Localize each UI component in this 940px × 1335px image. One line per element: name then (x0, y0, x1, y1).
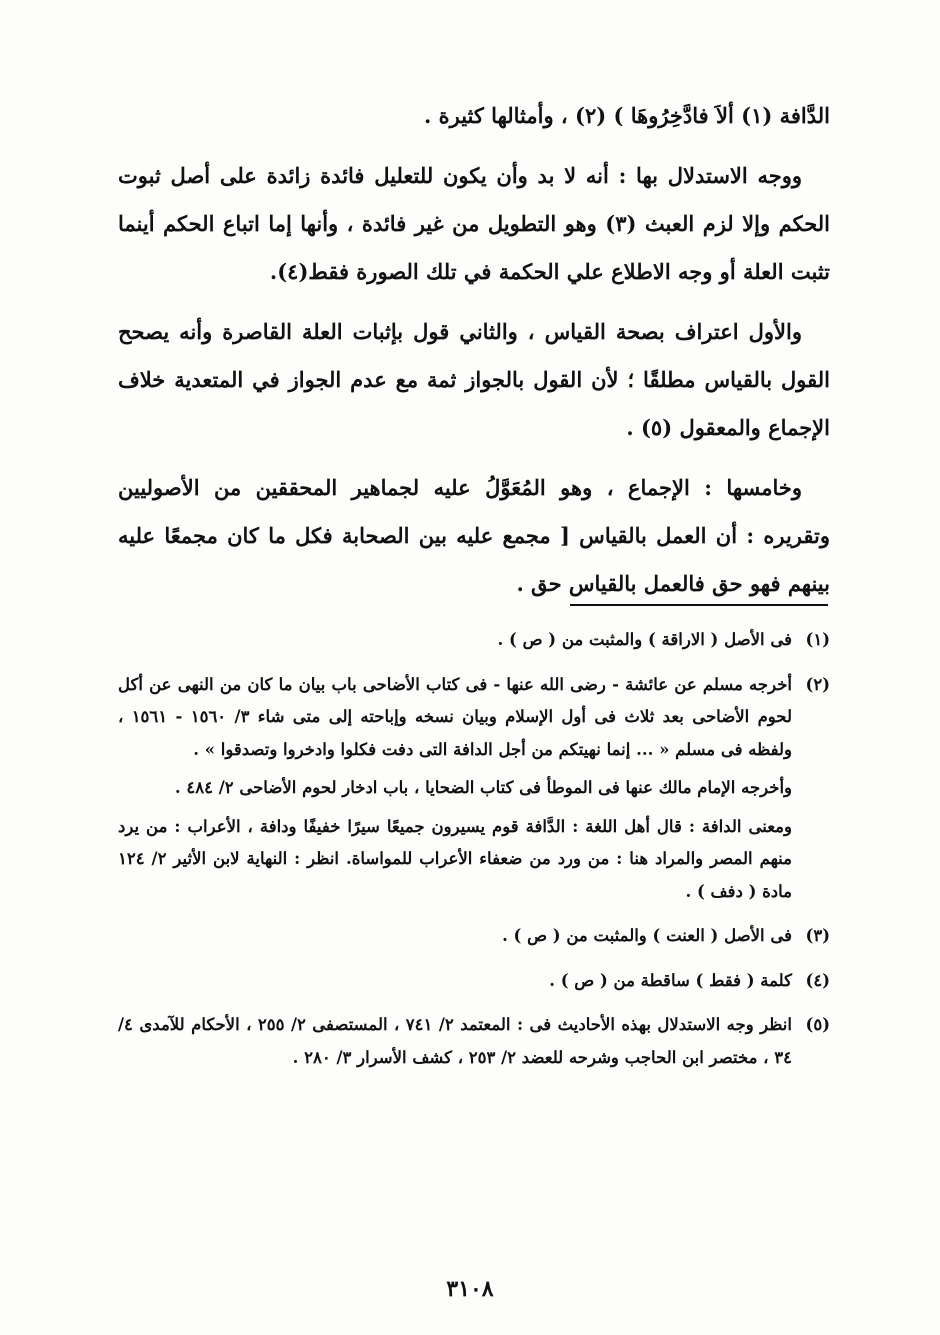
footnote-text: أخرجه مسلم عن عائشة - رضى الله عنها - فى كتاب الأضاحى باب بيان ما كان من النهى عن أكل لحوم الأضاحى بعد ثلاث فى أول الإسلام وبيان نسخه وإباحته إلى متى شاء ٣/ ١٥٦٠ - ١٥٦١ ، ولفظه فى مسلم « ... إنما نهيتكم من أجل الدافة التى دفت فكلوا وادخروا وتصدقوا » . (118, 674, 792, 759)
paragraph-4-lead: وخامسها : الإجماع ، (606, 475, 803, 500)
paragraph-4-text: وهو المُعَوَّلُ عليه لجماهير المحققين من الأصوليين وتقريره : أن العمل بالقياس [ مجمع عليه بين الصحابة فكل ما كان مجمعًا عليه بينهم فهو حق فالعمل بالقياس حق . (118, 475, 830, 596)
footnote-text: فى الأصل ( العنت ) والمثبت من ( ص ) . (502, 926, 792, 945)
paragraph-2 (118, 152, 830, 296)
footnote-separator (570, 604, 828, 606)
page-number: ٣١٠٨ (446, 1276, 494, 1302)
footnote-body (118, 965, 792, 1004)
main-text (118, 92, 830, 620)
footnote-number: (٢) (805, 674, 830, 694)
footnote-text: كلمة ( فقط ) ساقطة من ( ص ) . (549, 970, 792, 990)
paragraph-4 (118, 464, 830, 608)
footnote-number: (١) (805, 630, 830, 649)
footnotes (118, 624, 830, 1086)
paragraph-3: والأول اعتراف بصحة القياس ، والثاني قول بإثبات العلة القاصرة وأنه يصحح القول بالقياس مطلقًا ؛ لأن القول بالجواز ثمة مع عدم الجواز في المتعدية خلاف الإجماع والمعقول (٥) . (118, 319, 830, 440)
footnote (118, 624, 830, 663)
footnote-body (118, 624, 792, 663)
footnote-text: وأخرجه الإمام مالك عنها فى الموطأ فى كتاب الضحايا ، باب ادخار لحوم الأضاحى ٢/ ٤٨٤ . (174, 778, 792, 797)
footnote (118, 920, 830, 959)
footnote-number: (٣) (805, 926, 830, 945)
footnote-number: (٤) (805, 970, 830, 990)
footnote-text: فى الأصل ( الاراقة ) والمثبت من ( ص ) . (497, 630, 792, 649)
footnote (118, 669, 830, 915)
footnote (118, 965, 830, 1004)
footnote-body (118, 669, 792, 915)
paragraph-2-text: أنه لا بد وأن يكون للتعليل فائدة زائدة على أصل ثبوت الحكم وإلا لزم العبث (٣) وهو التطويل من غير فائدة ، وأنها إما اتباع الحكم أينما تثبت العلة أو وجه الاطلاع علي الحكمة في تلك الصورة فقط(٤). (118, 163, 830, 284)
paragraph-2-lead: ووجه الاستدلال بها : (618, 163, 802, 188)
footnote-number: (٥) (805, 1015, 830, 1034)
footnote-body (118, 920, 792, 959)
footnote-text: انظر وجه الاستدلال بهذه الأحاديث فى : المعتمد ٢/ ٧٤١ ، المستصفى ٢/ ٢٥٥ ، الأحكام للآمدى ٤/ ٣٤ ، مختصر ابن الحاجب وشرحه للعضد ٢/ ٢٥٣ ، كشف الأسرار ٣/ ٢٨٠ . (118, 1015, 792, 1067)
footnote (118, 1009, 830, 1080)
footnote-text: ومعنى الدافة : قال أهل اللغة : الدَّافة قوم يسيرون جميعًا سيرًا خفيفًا ودافة ، الأعراب : من يرد منهم المصر والمراد هنا : من ورد من ضعفاء الأعراب للمواساة. انظر : النهاية لابن الأثير ٢/ ١٢٤ مادة ( دفف ) . (118, 816, 792, 901)
paragraph-1: الدَّافة (١) ألاَ فادَّخِرُوهَا ) (٢) ، وأمثالها كثيرة . (423, 103, 830, 128)
footnote-body (118, 1009, 792, 1080)
